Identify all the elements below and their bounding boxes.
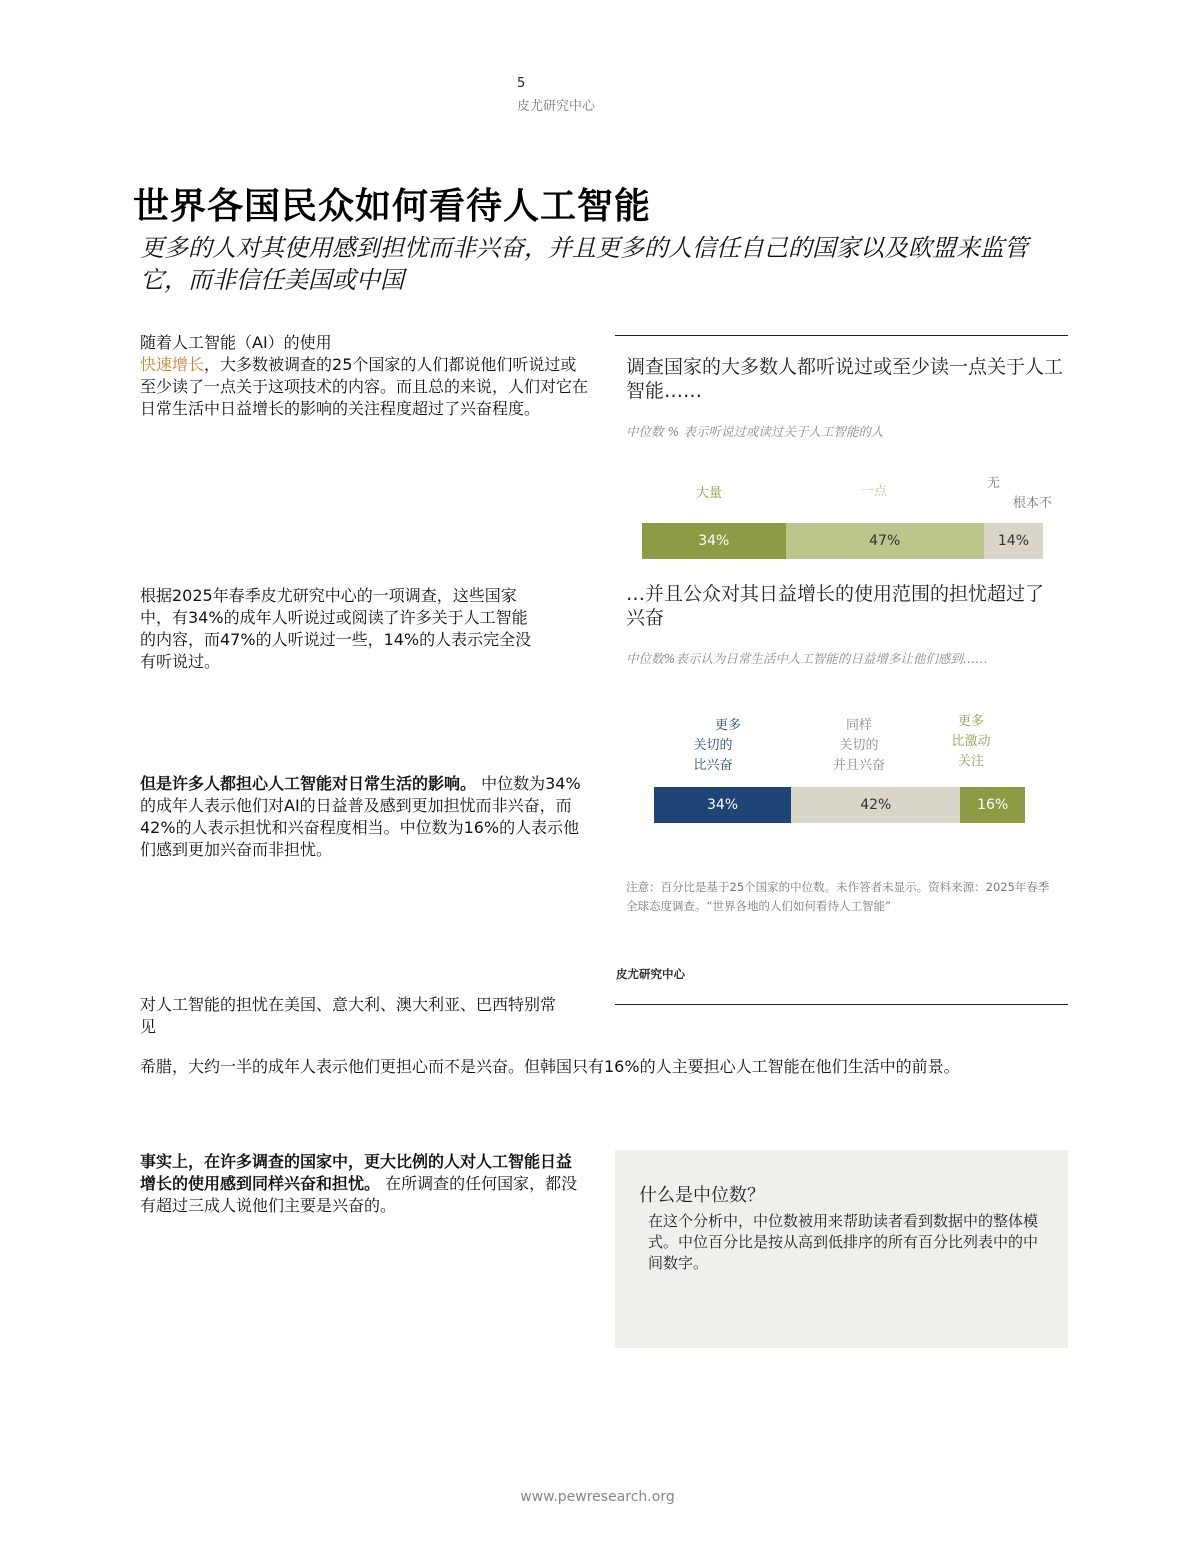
chart1-categories xyxy=(642,472,1052,516)
chart2-bar-segment-1 xyxy=(791,787,960,823)
chart2-categories xyxy=(654,712,1026,782)
chart1-subtitle: 中位数 % 表示听说过或读过关于人工智能的人 xyxy=(626,424,884,439)
chart1-category-0: 大量 xyxy=(695,486,722,501)
paragraph-intro xyxy=(140,332,590,420)
paragraph-equal xyxy=(140,1151,585,1217)
chart2-bar-segment-2 xyxy=(960,787,1025,823)
paragraph-countries: 对人工智能的担忧在美国、意大利、澳大利亚、巴西特别常见 xyxy=(140,995,557,1036)
chart1-bar-segment-1 xyxy=(786,523,984,559)
concern-bold: 但是许多人都担心人工智能对日常生活的影响。 xyxy=(140,774,477,793)
chart2-bar xyxy=(654,787,1025,823)
median-info-box xyxy=(615,1150,1068,1348)
page-title: 世界各国民众如何看待人工智能 xyxy=(133,186,652,227)
median-box-text: 在这个分析中，中位数被用来帮助读者看到数据中的整体模式。中位百分比是按从高到低排序的所有百分比列表中的中间数字。 xyxy=(648,1212,1039,1272)
chart-note: 注意：百分比是基于25个国家的中位数。未作答者未显示。资料来源：2025年春季全球态度调查。“世界各地的人们如何看待人工智能” xyxy=(626,880,1050,913)
chart-bottom-rule xyxy=(615,1004,1068,1005)
equal-bold: 事实上，在许多调查的国家中，更大比例的人对人工智能日益增长的使用感到同样兴奋和担忧。 xyxy=(140,1152,573,1193)
chart1-label-0: 34% xyxy=(698,533,730,549)
chart1-bar-segment-0 xyxy=(642,523,786,559)
chart2-label-0: 34% xyxy=(706,797,739,813)
chart1-label-2: 14% xyxy=(997,533,1029,549)
chart1-category-1: 一点 xyxy=(860,484,887,499)
header-org: 皮尤研究中心 xyxy=(517,99,596,114)
equal-rest: 在所调查的任何国家，都没有超过三成人说他们主要是兴奋的。 xyxy=(140,1174,578,1215)
rapid-growth-link[interactable]: 快速增长 xyxy=(140,355,205,374)
chart2-bar-segment-0 xyxy=(654,787,791,823)
chart2-label-1: 42% xyxy=(860,797,892,813)
page-number: 5 xyxy=(517,76,526,91)
paragraph-greece: 希腊，大约一半的成年人表示他们更担心而不是兴奋。但韩国只有16%的人主要担心人工智能在他们生活中的前景。 xyxy=(140,1057,960,1076)
chart1-title: 调查国家的大多数人都听说过或至少读一点关于人工智能…… xyxy=(626,356,1064,402)
page-subtitle: 更多的人对其使用感到担忧而非兴奋，并且更多的人信任自己的国家以及欧盟来监管它，而非信任美国或中国 xyxy=(140,234,1028,294)
concern-rest: 中位数为34%的成年人表示他们对AI的日益普及感到更加担忧而非兴奋，而42%的人表示担忧和兴奋程度相当。中位数为16%的人表示他们感到更加兴奋而非担忧。 xyxy=(140,774,581,859)
chart2-label-2: 16% xyxy=(977,797,1009,813)
chart1-bar-segment-2 xyxy=(984,523,1043,559)
median-box-title: 什么是中位数？ xyxy=(639,1185,765,1206)
chart-top-rule xyxy=(615,335,1068,336)
paragraph-survey: 根据2025年春季皮尤研究中心的一项调查，这些国家中，有34%的成年人听说过或阅读了许多关于人工智能的内容，而47%的人听说过一些，14%的人表示完全没有听说过。 xyxy=(140,586,532,671)
chart2-title: …并且公众对其日益增长的使用范围的担忧超过了兴奋 xyxy=(626,583,1045,629)
chart2-category-1: 同样 关切的 并且兴奋 xyxy=(832,718,885,773)
chart2-subtitle: 中位数%表示认为日常生活中人工智能的日益增多让他们感到…… xyxy=(626,651,988,666)
intro-line1: 随着人工智能（AI）的使用 xyxy=(140,333,332,352)
footer-url[interactable]: www.pewresearch.org xyxy=(520,1489,675,1505)
chart-source: 皮尤研究中心 xyxy=(616,967,685,981)
intro-rest: ，大多数被调查的25个国家的人们都说他们听说过或至少读了一点关于这项技术的内容。而且总的来说，人们对它在日常生活中日益增长的影响的关注程度超过了兴奋程度。 xyxy=(140,355,589,418)
chart1-bar xyxy=(642,523,1043,559)
chart1-category-2: 无 根本不 xyxy=(987,476,1052,511)
chart2-category-2: 更多 比激动 关注 xyxy=(951,714,991,769)
chart1-label-1: 47% xyxy=(869,533,901,549)
paragraph-concern xyxy=(140,773,590,861)
chart2-category-0: 更多 关切的 比兴奋 xyxy=(693,718,741,773)
